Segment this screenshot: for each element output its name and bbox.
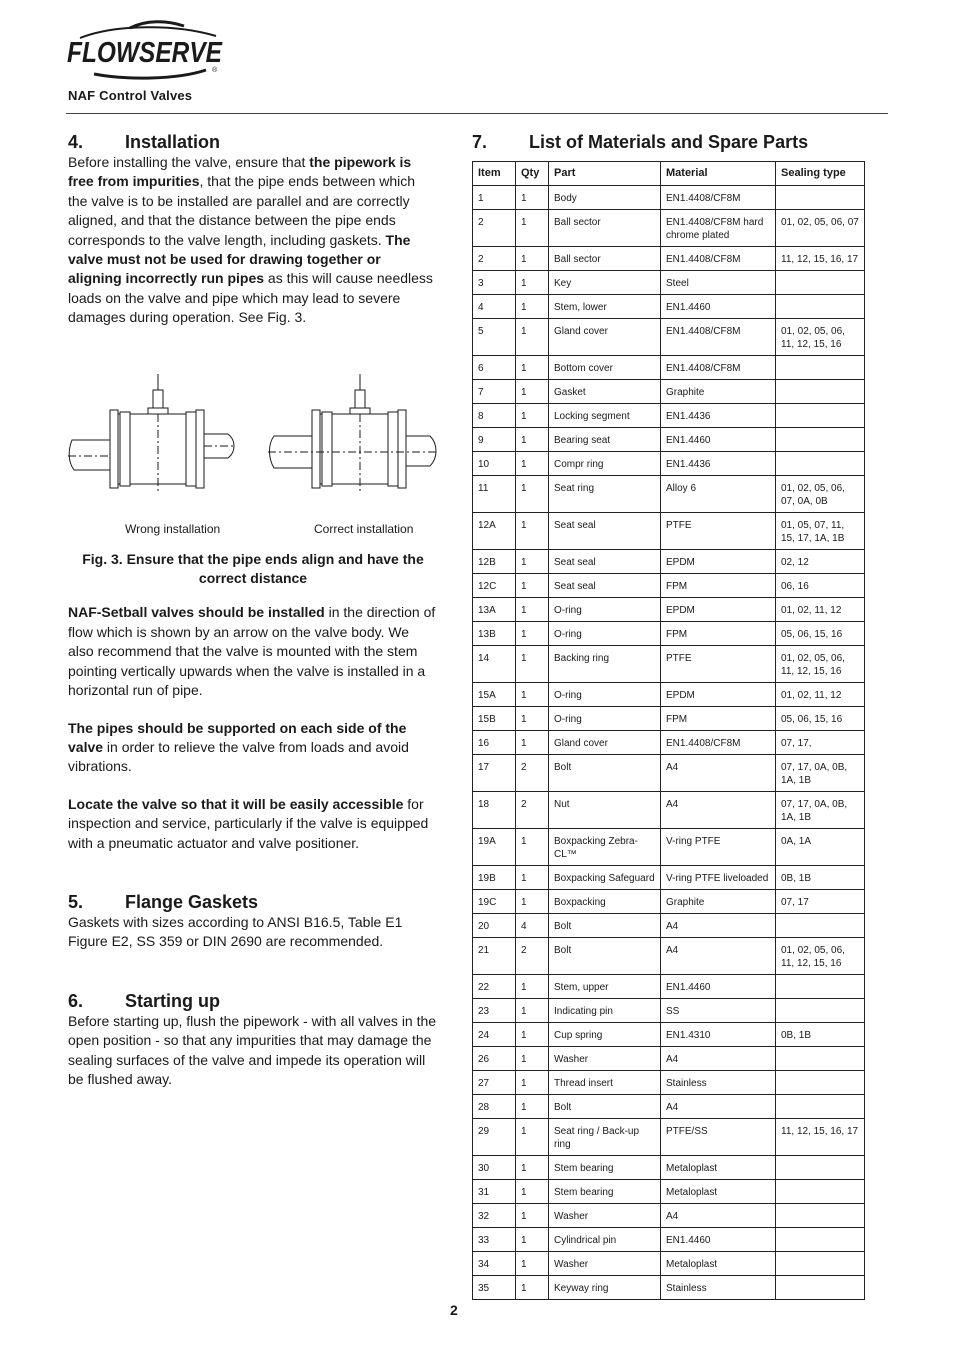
table-row <box>473 683 865 707</box>
cell-part: Stem, upper <box>549 975 661 999</box>
body-text: for inspection and service, particularly if the valve is equipped with a pneumatic actuator and valve positioner. <box>68 795 429 851</box>
cell-sealing-type <box>776 1204 865 1228</box>
cell-qty: 1 <box>516 975 549 999</box>
cell-part: O-ring <box>549 683 661 707</box>
cell-part: Gland cover <box>549 731 661 755</box>
column-header-qty: Qty <box>516 162 549 186</box>
cell-material: EN1.4460 <box>661 295 776 319</box>
cell-material: Stainless <box>661 1276 776 1300</box>
cell-sealing-type: 07, 17, <box>776 731 865 755</box>
cell-qty: 1 <box>516 1276 549 1300</box>
table-row <box>473 866 865 890</box>
materials-table <box>472 161 865 1300</box>
table-row <box>473 380 865 404</box>
column-header-material: Material <box>661 162 776 186</box>
cell-item: 17 <box>473 755 516 792</box>
cell-sealing-type <box>776 186 865 210</box>
cell-item: 4 <box>473 295 516 319</box>
cell-material: Steel <box>661 271 776 295</box>
table-row <box>473 356 865 380</box>
cell-material: Alloy 6 <box>661 476 776 513</box>
cell-item: 23 <box>473 999 516 1023</box>
cell-sealing-type: 01, 02, 11, 12 <box>776 683 865 707</box>
cell-qty: 1 <box>516 550 549 574</box>
cell-item: 30 <box>473 1156 516 1180</box>
cell-material: A4 <box>661 792 776 829</box>
cell-qty: 1 <box>516 428 549 452</box>
cell-qty: 1 <box>516 1204 549 1228</box>
figure-caption: Fig. 3. Ensure that the pipe ends align and have the correct distance <box>82 550 424 587</box>
cell-item: 35 <box>473 1276 516 1300</box>
cell-sealing-type <box>776 1228 865 1252</box>
cell-item: 13A <box>473 598 516 622</box>
cell-qty: 1 <box>516 829 549 866</box>
cell-part: Bolt <box>549 938 661 975</box>
cell-part: Compr ring <box>549 452 661 476</box>
cell-item: 34 <box>473 1252 516 1276</box>
table-row <box>473 247 865 271</box>
cell-item: 9 <box>473 428 516 452</box>
cell-item: 19C <box>473 890 516 914</box>
cell-item: 12B <box>473 550 516 574</box>
cell-material: FPM <box>661 622 776 646</box>
cell-item: 27 <box>473 1071 516 1095</box>
materials-heading: 7. List of Materials and Spare Parts <box>472 132 809 152</box>
cell-qty: 1 <box>516 380 549 404</box>
cell-qty: 1 <box>516 1071 549 1095</box>
cell-part: Seat ring / Back-up ring <box>549 1119 661 1156</box>
cell-qty: 1 <box>516 890 549 914</box>
table-row <box>473 1204 865 1228</box>
cell-qty: 1 <box>516 1095 549 1119</box>
cell-part: Washer <box>549 1204 661 1228</box>
cell-part: Cylindrical pin <box>549 1228 661 1252</box>
cell-part: Ball sector <box>549 247 661 271</box>
table-row <box>473 319 865 356</box>
cell-material: A4 <box>661 755 776 792</box>
installation-paragraph-3 <box>68 719 438 777</box>
cell-sealing-type <box>776 295 865 319</box>
cell-sealing-type <box>776 356 865 380</box>
table-row <box>473 186 865 210</box>
cell-item: 16 <box>473 731 516 755</box>
cell-sealing-type <box>776 1252 865 1276</box>
cell-qty: 1 <box>516 404 549 428</box>
cell-material: Stainless <box>661 1071 776 1095</box>
cell-material: EN1.4408/CF8M <box>661 356 776 380</box>
cell-part: Keyway ring <box>549 1276 661 1300</box>
cell-item: 21 <box>473 938 516 975</box>
cell-material: A4 <box>661 1047 776 1071</box>
table-row <box>473 476 865 513</box>
table-row <box>473 598 865 622</box>
cell-qty: 1 <box>516 452 549 476</box>
table-row <box>473 1156 865 1180</box>
cell-sealing-type: 06, 16 <box>776 574 865 598</box>
emphasis-text: NAF-Setball valves should be installed <box>68 604 325 621</box>
cell-part: Backing ring <box>549 646 661 683</box>
cell-material: EN1.4408/CF8M <box>661 731 776 755</box>
cell-sealing-type <box>776 975 865 999</box>
cell-part: Nut <box>549 792 661 829</box>
cell-sealing-type: 07, 17 <box>776 890 865 914</box>
cell-item: 22 <box>473 975 516 999</box>
cell-part: Bottom cover <box>549 356 661 380</box>
cell-qty: 1 <box>516 1228 549 1252</box>
cell-material: A4 <box>661 1095 776 1119</box>
cell-material: A4 <box>661 1204 776 1228</box>
table-row <box>473 550 865 574</box>
cell-sealing-type: 07, 17, 0A, 0B, 1A, 1B <box>776 755 865 792</box>
cell-item: 10 <box>473 452 516 476</box>
table-row <box>473 1071 865 1095</box>
cell-sealing-type: 11, 12, 15, 16, 17 <box>776 1119 865 1156</box>
table-row <box>473 295 865 319</box>
cell-material: EPDM <box>661 550 776 574</box>
cell-part: Indicating pin <box>549 999 661 1023</box>
cell-part: O-ring <box>549 707 661 731</box>
cell-material: EN1.4460 <box>661 975 776 999</box>
cell-sealing-type <box>776 404 865 428</box>
cell-qty: 1 <box>516 247 549 271</box>
table-row <box>473 1276 865 1300</box>
cell-sealing-type <box>776 271 865 295</box>
flange-gaskets-text: Gaskets with sizes according to ANSI B16.5, Table E1 Figure E2, SS 359 or DIN 2690 are recommended. <box>68 913 403 950</box>
table-row <box>473 646 865 683</box>
cell-part: Washer <box>549 1047 661 1071</box>
cell-material: EN1.4436 <box>661 452 776 476</box>
table-row <box>473 731 865 755</box>
cell-material: PTFE/SS <box>661 1119 776 1156</box>
left-column <box>68 132 438 1089</box>
table-row <box>473 975 865 999</box>
table-row <box>473 404 865 428</box>
cell-part: Ball sector <box>549 210 661 247</box>
cell-sealing-type <box>776 428 865 452</box>
table-row <box>473 1095 865 1119</box>
column-header-sealing-type: Sealing type <box>776 162 865 186</box>
table-row <box>473 210 865 247</box>
installation-diagram <box>68 374 438 494</box>
cell-qty: 2 <box>516 755 549 792</box>
cell-part: Seat seal <box>549 550 661 574</box>
table-row <box>473 428 865 452</box>
cell-material: SS <box>661 999 776 1023</box>
cell-sealing-type: 01, 05, 07, 11, 15, 17, 1A, 1B <box>776 513 865 550</box>
cell-item: 20 <box>473 914 516 938</box>
cell-material: EPDM <box>661 598 776 622</box>
cell-qty: 1 <box>516 1180 549 1204</box>
cell-item: 5 <box>473 319 516 356</box>
table-row <box>473 1023 865 1047</box>
table-row <box>473 1180 865 1204</box>
cell-part: Cup spring <box>549 1023 661 1047</box>
cell-sealing-type: 07, 17, 0A, 0B, 1A, 1B <box>776 792 865 829</box>
wrong-installation-label: Wrong installation <box>125 521 221 536</box>
cell-part: Bearing seat <box>549 428 661 452</box>
cell-qty: 1 <box>516 186 549 210</box>
cell-qty: 1 <box>516 1047 549 1071</box>
cell-part: Body <box>549 186 661 210</box>
cell-qty: 1 <box>516 707 549 731</box>
cell-qty: 1 <box>516 1119 549 1156</box>
cell-qty: 1 <box>516 513 549 550</box>
cell-qty: 1 <box>516 646 549 683</box>
cell-sealing-type: 0A, 1A <box>776 829 865 866</box>
cell-item: 31 <box>473 1180 516 1204</box>
cell-part: O-ring <box>549 622 661 646</box>
cell-qty: 1 <box>516 1252 549 1276</box>
installation-paragraph-4 <box>68 795 438 853</box>
cell-material: EN1.4408/CF8M <box>661 186 776 210</box>
cell-qty: 1 <box>516 1156 549 1180</box>
cell-material: EN1.4460 <box>661 1228 776 1252</box>
cell-sealing-type: 11, 12, 15, 16, 17 <box>776 247 865 271</box>
cell-part: Thread insert <box>549 1071 661 1095</box>
installation-heading: 4. Installation <box>68 132 221 152</box>
emphasis-text: The valve must not be used for drawing together or aligning incorrectly run pipes <box>68 231 411 287</box>
cell-material: V-ring PTFE <box>661 829 776 866</box>
cell-qty: 1 <box>516 866 549 890</box>
cell-sealing-type <box>776 1180 865 1204</box>
cell-item: 32 <box>473 1204 516 1228</box>
cell-item: 15B <box>473 707 516 731</box>
brand-subtitle: NAF Control Valves <box>68 88 193 103</box>
table-row <box>473 890 865 914</box>
table-row <box>473 574 865 598</box>
cell-sealing-type: 05, 06, 15, 16 <box>776 622 865 646</box>
cell-qty: 1 <box>516 210 549 247</box>
cell-qty: 2 <box>516 792 549 829</box>
cell-sealing-type <box>776 1156 865 1180</box>
cell-sealing-type: 01, 02, 05, 06, 07, 0A, 0B <box>776 476 865 513</box>
cell-item: 13B <box>473 622 516 646</box>
cell-qty: 1 <box>516 598 549 622</box>
body-text: as this will cause needless loads on the valve and pipe which may lead to severe damages during operation. See Fig. 3. <box>68 270 433 326</box>
cell-material: V-ring PTFE liveloaded <box>661 866 776 890</box>
cell-item: 26 <box>473 1047 516 1071</box>
table-row <box>473 1047 865 1071</box>
cell-sealing-type: 01, 02, 05, 06, 11, 12, 15, 16 <box>776 938 865 975</box>
cell-material: EN1.4408/CF8M <box>661 319 776 356</box>
cell-item: 12C <box>473 574 516 598</box>
correct-installation-label: Correct installation <box>314 521 414 536</box>
cell-material: FPM <box>661 574 776 598</box>
cell-item: 14 <box>473 646 516 683</box>
starting-up-text: Before starting up, flush the pipework - with all valves in the open position - so that any impurities that may damage the sealing surfaces of the valve and impede its operation will be flushed away. <box>68 1012 437 1087</box>
cell-sealing-type: 01, 02, 05, 06, 11, 12, 15, 16 <box>776 646 865 683</box>
cell-sealing-type <box>776 999 865 1023</box>
table-row <box>473 999 865 1023</box>
cell-qty: 1 <box>516 271 549 295</box>
table-row <box>473 452 865 476</box>
cell-sealing-type <box>776 380 865 404</box>
cell-part: Bolt <box>549 914 661 938</box>
installation-paragraph-1 <box>68 153 438 328</box>
cell-item: 19A <box>473 829 516 866</box>
cell-qty: 1 <box>516 476 549 513</box>
body-text: Before installing the valve, ensure that <box>68 154 310 170</box>
table-row <box>473 707 865 731</box>
cell-part: Boxpacking Safeguard <box>549 866 661 890</box>
cell-item: 6 <box>473 356 516 380</box>
cell-part: Stem bearing <box>549 1156 661 1180</box>
cell-item: 2 <box>473 210 516 247</box>
cell-part: Key <box>549 271 661 295</box>
cell-item: 7 <box>473 380 516 404</box>
cell-item: 3 <box>473 271 516 295</box>
table-row <box>473 1119 865 1156</box>
cell-item: 1 <box>473 186 516 210</box>
body-text: in the direction of flow which is shown by an arrow on the valve body. We also recommend that the valve is mounted with the stem pointing vertically upwards when the valve is installed in a horizontal run of pipe. <box>68 604 436 699</box>
cell-sealing-type <box>776 914 865 938</box>
cell-qty: 1 <box>516 574 549 598</box>
cell-sealing-type: 0B, 1B <box>776 1023 865 1047</box>
cell-part: Locking segment <box>549 404 661 428</box>
table-row <box>473 938 865 975</box>
cell-item: 28 <box>473 1095 516 1119</box>
cell-part: Stem bearing <box>549 1180 661 1204</box>
cell-qty: 1 <box>516 356 549 380</box>
page-number: 2 <box>450 1302 458 1318</box>
body-text: , that the pipe ends between which the valve is to be installed are parallel and are correctly aligned, and that the distance between the pipe ends corresponds to the valve length, including gaskets. <box>68 173 416 248</box>
cell-item: 11 <box>473 476 516 513</box>
table-row <box>473 513 865 550</box>
table-row <box>473 271 865 295</box>
flowserve-logo <box>66 20 226 82</box>
table-row <box>473 755 865 792</box>
cell-qty: 2 <box>516 938 549 975</box>
cell-sealing-type: 01, 02, 11, 12 <box>776 598 865 622</box>
cell-item: 18 <box>473 792 516 829</box>
cell-item: 12A <box>473 513 516 550</box>
header-divider <box>66 113 888 114</box>
cell-part: Gasket <box>549 380 661 404</box>
cell-sealing-type: 02, 12 <box>776 550 865 574</box>
flange-gaskets-heading: 5. Flange Gaskets <box>68 891 259 912</box>
cell-sealing-type: 0B, 1B <box>776 866 865 890</box>
cell-item: 29 <box>473 1119 516 1156</box>
installation-figure <box>68 374 438 542</box>
table-header-row <box>473 162 865 186</box>
cell-material: EPDM <box>661 683 776 707</box>
cell-qty: 1 <box>516 683 549 707</box>
cell-material: Graphite <box>661 380 776 404</box>
body-text: in order to relieve the valve from loads and avoid vibrations. <box>68 738 409 775</box>
cell-item: 24 <box>473 1023 516 1047</box>
table-row <box>473 1228 865 1252</box>
cell-item: 15A <box>473 683 516 707</box>
cell-part: Boxpacking Zebra-CL™ <box>549 829 661 866</box>
right-column <box>472 132 865 1300</box>
installation-paragraph-2 <box>68 603 438 700</box>
cell-qty: 1 <box>516 319 549 356</box>
cell-material: Metaloplast <box>661 1252 776 1276</box>
table-row <box>473 914 865 938</box>
cell-item: 19B <box>473 866 516 890</box>
cell-material: Graphite <box>661 890 776 914</box>
column-header-item: Item <box>473 162 516 186</box>
cell-material: EN1.4460 <box>661 428 776 452</box>
cell-sealing-type <box>776 1071 865 1095</box>
cell-sealing-type <box>776 452 865 476</box>
cell-item: 33 <box>473 1228 516 1252</box>
cell-sealing-type <box>776 1047 865 1071</box>
emphasis-text: The pipes should be supported on each side of the valve <box>68 719 407 755</box>
cell-material: A4 <box>661 914 776 938</box>
cell-part: Stem, lower <box>549 295 661 319</box>
cell-sealing-type: 01, 02, 05, 06, 07 <box>776 210 865 247</box>
column-header-part: Part <box>549 162 661 186</box>
cell-material: Metaloplast <box>661 1180 776 1204</box>
table-row <box>473 829 865 866</box>
cell-material: EN1.4436 <box>661 404 776 428</box>
cell-sealing-type: 05, 06, 15, 16 <box>776 707 865 731</box>
cell-qty: 1 <box>516 295 549 319</box>
cell-qty: 1 <box>516 1023 549 1047</box>
cell-part: Seat seal <box>549 574 661 598</box>
cell-item: 2 <box>473 247 516 271</box>
cell-part: Bolt <box>549 755 661 792</box>
cell-sealing-type: 01, 02, 05, 06, 11, 12, 15, 16 <box>776 319 865 356</box>
cell-sealing-type <box>776 1276 865 1300</box>
svg-text:®: ® <box>212 67 218 74</box>
cell-qty: 1 <box>516 622 549 646</box>
cell-part: O-ring <box>549 598 661 622</box>
table-row <box>473 792 865 829</box>
table-row <box>473 1252 865 1276</box>
table-row <box>473 622 865 646</box>
cell-part: Seat ring <box>549 476 661 513</box>
cell-qty: 1 <box>516 731 549 755</box>
cell-item: 8 <box>473 404 516 428</box>
cell-material: EN1.4310 <box>661 1023 776 1047</box>
cell-sealing-type <box>776 1095 865 1119</box>
cell-material: EN1.4408/CF8M <box>661 247 776 271</box>
cell-qty: 1 <box>516 999 549 1023</box>
cell-material: A4 <box>661 938 776 975</box>
cell-part: Boxpacking <box>549 890 661 914</box>
cell-material: PTFE <box>661 646 776 683</box>
emphasis-text: Locate the valve so that it will be easily accessible <box>68 795 404 812</box>
cell-part: Washer <box>549 1252 661 1276</box>
starting-up-heading: 6. Starting up <box>68 990 220 1011</box>
cell-part: Seat seal <box>549 513 661 550</box>
cell-part: Gland cover <box>549 319 661 356</box>
cell-material: PTFE <box>661 513 776 550</box>
cell-qty: 4 <box>516 914 549 938</box>
cell-material: FPM <box>661 707 776 731</box>
svg-text:FLOWSERVE: FLOWSERVE <box>67 37 224 69</box>
cell-material: Metaloplast <box>661 1156 776 1180</box>
emphasis-text: the pipework is free from impurities <box>68 154 412 190</box>
cell-material: EN1.4408/CF8M hard chrome plated <box>661 210 776 247</box>
cell-part: Bolt <box>549 1095 661 1119</box>
